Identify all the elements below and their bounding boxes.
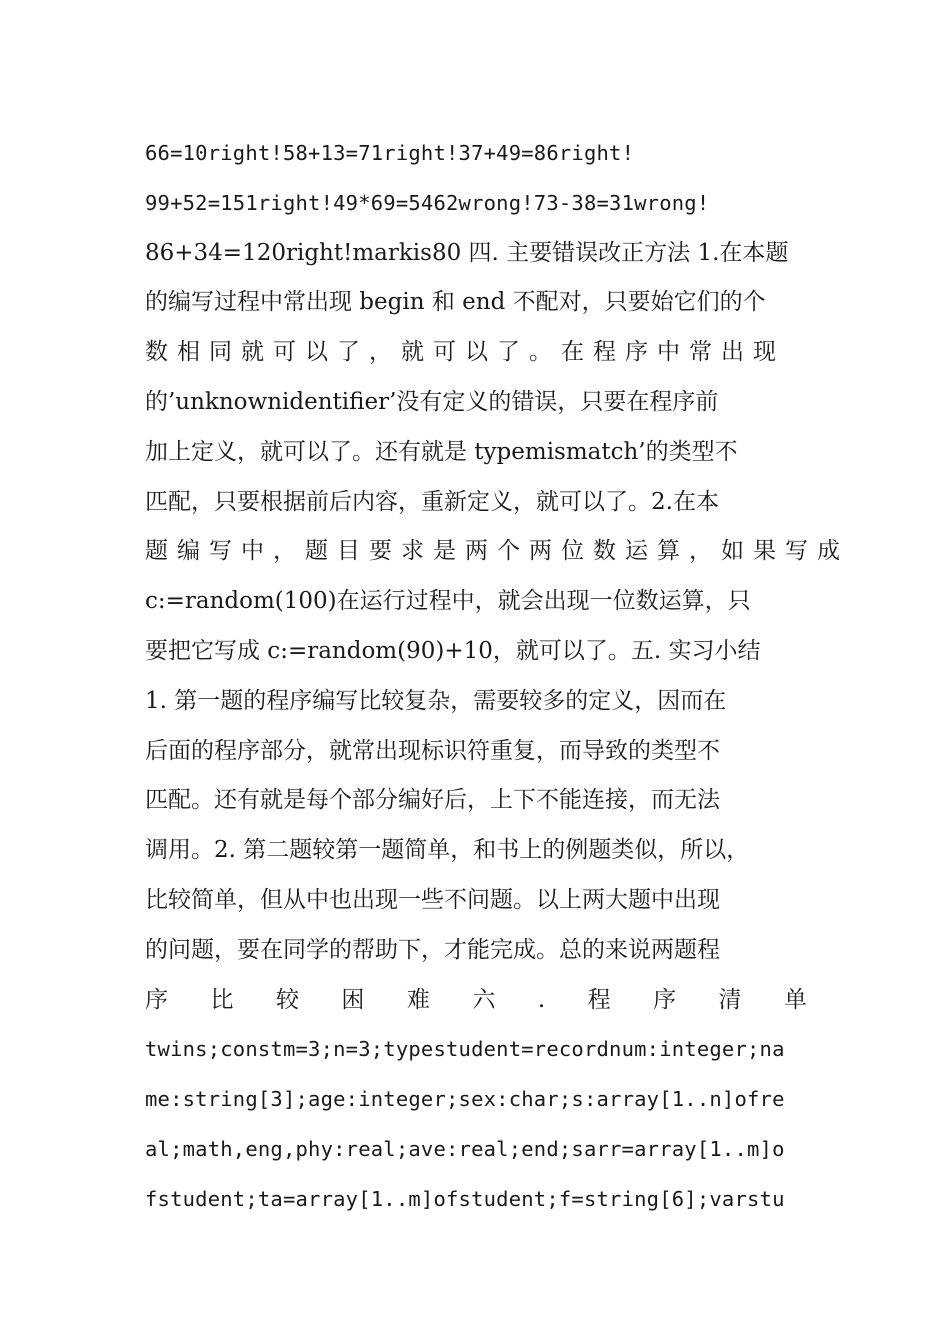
spread-token: . (537, 986, 546, 1013)
text-line-16: 比较简单，但从中也出现一些不问题。以上两大题中出现 (145, 886, 720, 913)
text-line-14: 匹配。还有就是每个部分编好后，上下不能连接，而无法 (145, 787, 720, 814)
spread-token: 六 (472, 986, 496, 1013)
spread-token: 比 (210, 986, 234, 1013)
text-line-10: c:=random(100)在运行过程中，就会出现一位数运算，只 (145, 588, 751, 615)
text-line-3: 86+34=120right!markis80 四. 主要错误改正方法 1.在本题 (145, 239, 789, 266)
spread-token: 程 (587, 986, 611, 1013)
text-line-4: 的编写过程中常出现 begin 和 end 不配对，只要始它们的个 (145, 289, 766, 316)
text-line-19: twins;constm=3;n=3;typestudent=recordnum:integer;na (145, 1037, 785, 1062)
text-line-13: 后面的程序部分，就常出现标识符重复，而导致的类型不 (145, 737, 720, 764)
spread-token: 难 (406, 986, 430, 1013)
text-line-12: 1. 第一题的程序编写比较复杂，需要较多的定义，因而在 (145, 687, 727, 714)
text-line-15: 调用。2. 第二题较第一题简单，和书上的例题类似，所以， (145, 837, 750, 864)
text-line-22: fstudent;ta=array[1..m]ofstudent;f=string[6];varstu (145, 1186, 785, 1211)
text-line-17: 的问题，要在同学的帮助下，才能完成。总的来说两题程 (145, 936, 720, 963)
text-line-20: me:string[3];age:integer;sex:char;s:array[1..n]ofre (145, 1087, 785, 1112)
text-line-6: 的’unknownidentifier’没有定义的错误，只要在程序前 (145, 388, 719, 415)
text-line-2: 99+52=151right!49*69=5462wrong!73-38=31wrong! (145, 190, 710, 215)
spread-token: 序 (145, 986, 168, 1013)
spread-token: 较 (275, 986, 299, 1013)
document-body (145, 133, 849, 1229)
text-line-18 (145, 980, 807, 1030)
text-line-5: 数相同就可以了，就可以了。在程序中常出现 (145, 339, 785, 366)
spread-token: 序 (653, 986, 677, 1013)
spread-token: 清 (718, 986, 742, 1013)
spread-token: 困 (341, 986, 365, 1013)
text-line-21: al;math,eng,phy:real;ave:real;end;sarr=array[1..m]o (145, 1136, 785, 1161)
text-line-8: 匹配，只要根据前后内容，重新定义，就可以了。2.在本 (145, 488, 719, 515)
text-line-11: 要把它写成 c:=random(90)+10，就可以了。五. 实习小结 (145, 637, 761, 664)
text-line-7: 加上定义，就可以了。还有就是 typemismatch’的类型不 (145, 438, 738, 465)
text-line-1: 66=10right!58+13=71right!37+49=86right! (145, 141, 635, 165)
spread-token: 单 (784, 986, 807, 1013)
text-line-9: 题编写中，题目要求是两个两位数运算，如果写成 (145, 538, 849, 565)
